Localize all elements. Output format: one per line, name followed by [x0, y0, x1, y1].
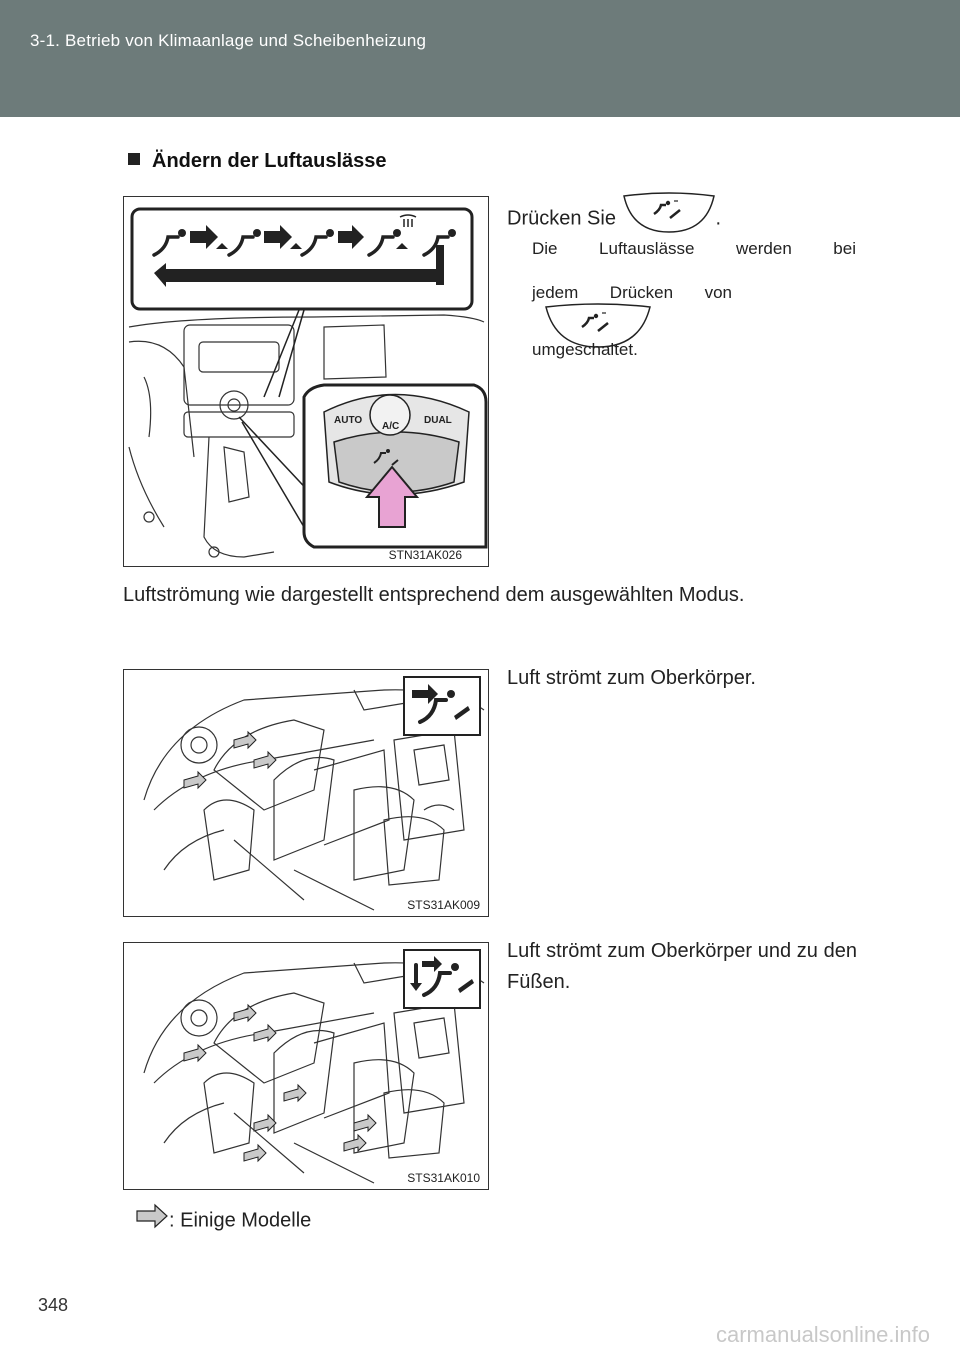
figure-code: STN31AK026 — [388, 548, 462, 562]
page-header — [0, 0, 960, 117]
cabin-illustration-upper-feet — [124, 943, 488, 1189]
button-auto-label: AUTO — [334, 415, 363, 426]
figure3-caption: Luft strömt zum Oberkörper und zu den Füßen. — [507, 940, 857, 993]
mode-button-icon-inline — [622, 192, 716, 246]
press-prefix: Drücken Sie — [507, 207, 616, 230]
note-line — [135, 1203, 535, 1239]
bullet-square-icon — [128, 153, 140, 165]
figure-code: STS31AK010 — [407, 1171, 480, 1185]
instruction-line3: umgeschaltet. — [532, 340, 638, 359]
flow-description: Luftströmung wie dargestellt entsprechend dem ausgewählten Modus. — [123, 584, 745, 606]
instruction-line2: jedem Drücken von — [532, 282, 732, 302]
figure-dashboard — [123, 196, 489, 567]
section-title: Ändern der Luftauslässe — [152, 150, 387, 172]
gray-arrow-icon — [135, 1203, 169, 1239]
cabin-illustration-upper — [124, 670, 488, 916]
dashboard-illustration — [124, 197, 488, 566]
button-dual-label: DUAL — [424, 415, 452, 426]
page-number: 348 — [38, 1295, 69, 1315]
figure-code: STS31AK009 — [407, 898, 480, 912]
chapter-title: 3-1. Betrieb von Klimaanlage und Scheibenheizung — [30, 31, 427, 50]
watermark: carmanualsonline.info — [715, 1322, 930, 1347]
section-heading — [128, 150, 387, 173]
press-suffix: . — [715, 207, 722, 230]
note-text: : Einige Modelle — [169, 1209, 312, 1232]
figure2-caption: Luft strömt zum Oberkörper. — [507, 667, 756, 689]
button-ac-label: A/C — [382, 421, 400, 432]
press-instruction — [507, 192, 867, 246]
instruction-line1: Die Luftauslässe werden bei — [532, 239, 856, 258]
figure-upper-body — [123, 669, 489, 917]
figure-upper-body-feet — [123, 942, 489, 1190]
